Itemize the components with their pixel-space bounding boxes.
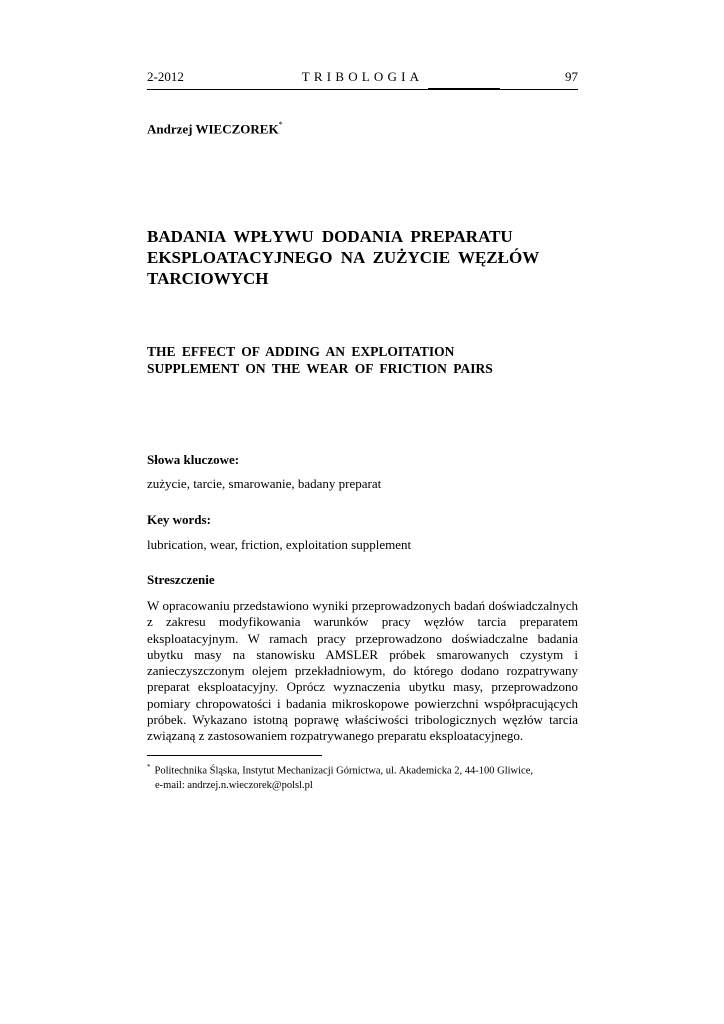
keywords-en-heading: Key words: (147, 512, 211, 527)
title-polish-line: TARCIOWYCH (147, 269, 269, 288)
journal-name: TRIBOLOGIA (301, 69, 424, 84)
title-english-line: SUPPLEMENT ON THE WEAR OF FRICTION PAIRS (147, 361, 493, 376)
page-number: 97 (565, 69, 578, 84)
footnote-mark: * (147, 763, 151, 771)
issue-number: 2-2012 (147, 69, 184, 84)
title-english (147, 343, 578, 377)
author-footnote-mark: * (278, 120, 283, 129)
abstract-body: W opracowaniu przedstawiono wyniki przeprowadzonych badań doświadczalnych z zakresu modyfikowania warunków pracy węzłów tarcia preparatem eksploatacyjnym. W ramach pracy przeprowadzono doświadczalne badania ubytku masy na stanowisku AMSLER próbek smarowanych czystym i zanieczyszczonym olejem przekładniowym, do którego dodano rozpatrywany preparat eksploatacyjny. Oprócz wyznaczenia ubytku masy, przeprowadzono pomiary chropowatości i badania mikroskopowe powierzchni współpracujących próbek. Wykazano istotną poprawę właściwości tribologicznych węzłów tarcia związaną z zastosowaniem rozpatrywanego preparatu eksploatacyjnego. (147, 598, 578, 744)
title-english-line: THE EFFECT OF ADDING AN EXPLOITATION (147, 344, 455, 359)
keywords-en-text: lubrication, wear, friction, exploitation supplement (147, 537, 412, 552)
footnote-rule (147, 755, 322, 756)
author-line (147, 121, 283, 137)
title-polish (147, 226, 578, 289)
author-name: Andrzej WIECZOREK (147, 121, 279, 137)
header-rule-accent (428, 88, 500, 90)
abstract-heading: Streszczenie (147, 572, 215, 587)
keywords-pl-text: zużycie, tarcie, smarowanie, badany preparat (147, 476, 382, 491)
header-rule (147, 89, 578, 90)
footnote (147, 760, 578, 793)
footnote-affiliation: Politechnika Śląska, Instytut Mechanizacji Górnictwa, ul. Akademicka 2, 44-100 Gliwice, (154, 765, 533, 777)
running-header (147, 69, 578, 89)
title-polish-line: BADANIA WPŁYWU DODANIA PREPARATU (147, 227, 513, 246)
title-polish-line: EKSPLOATACYJNEGO NA ZUŻYCIE WĘZŁÓW (147, 248, 540, 267)
keywords-pl-heading: Słowa kluczowe: (147, 452, 240, 467)
footnote-email: e-mail: andrzej.n.wieczorek@polsl.pl (155, 779, 313, 791)
